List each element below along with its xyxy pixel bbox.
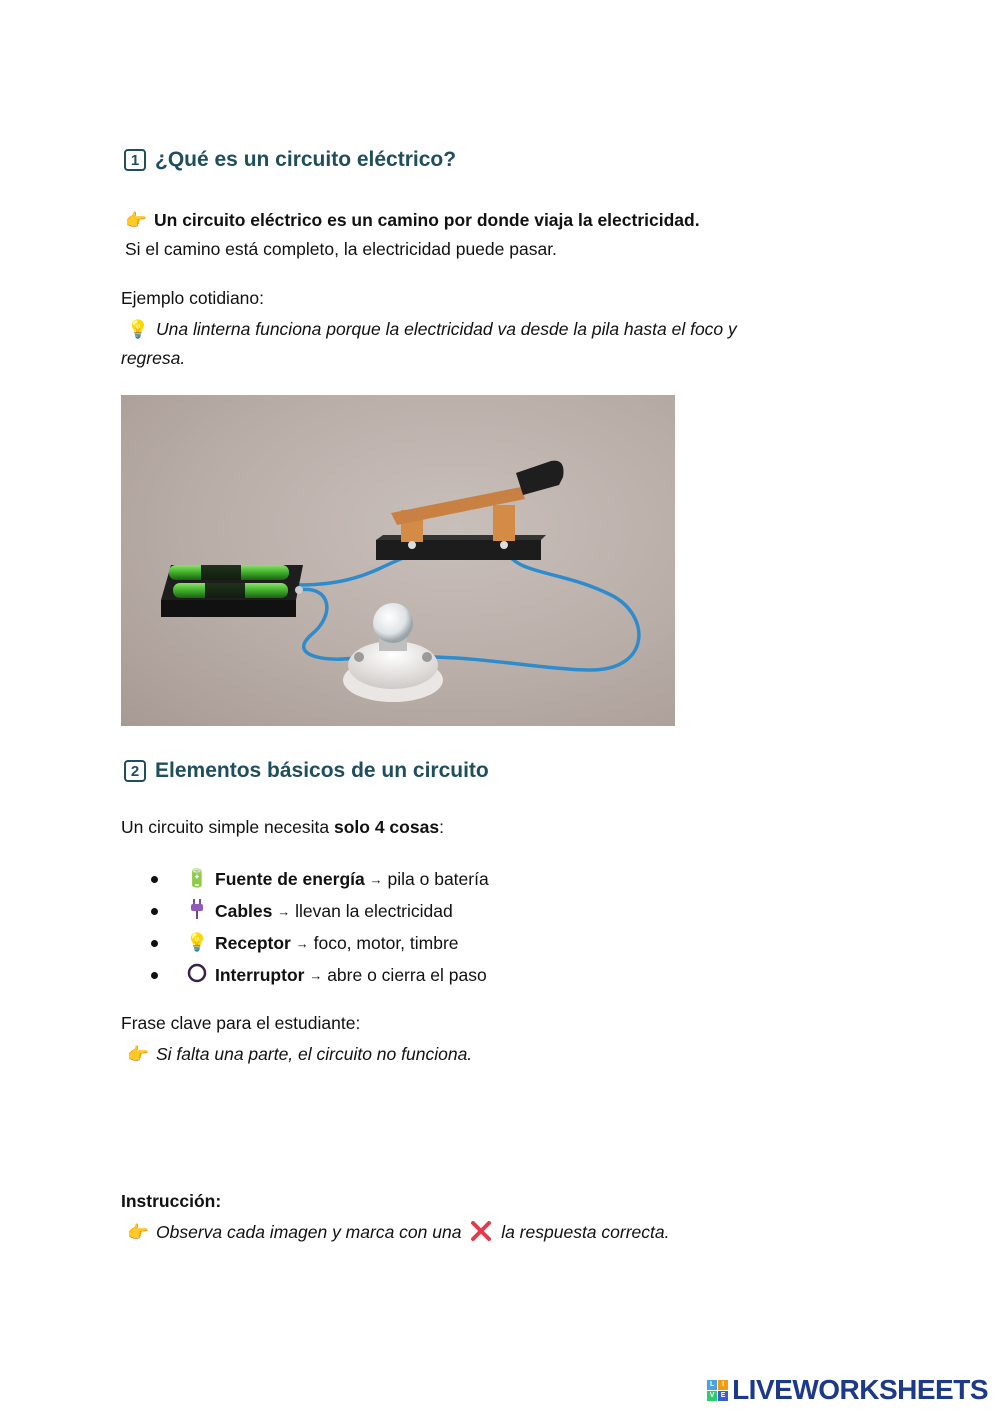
liveworksheets-logo — [707, 1374, 988, 1406]
pointing-hand-icon: 👉 — [127, 1045, 149, 1065]
definition-detail: Si el camino está completo, la electricidad puede pasar. — [125, 239, 557, 259]
item-desc: abre o cierra el paso — [327, 964, 487, 985]
list-item — [185, 927, 489, 959]
bullet-point — [151, 972, 158, 979]
logo-mark — [707, 1380, 728, 1401]
item-name: Interruptor — [215, 964, 305, 985]
wires — [299, 550, 639, 670]
item-desc: llevan la electricidad — [295, 900, 453, 921]
light-bulb-icon: 💡 — [127, 320, 149, 340]
arrow: → — [295, 935, 309, 951]
arrow: → — [309, 967, 323, 983]
intro-bold: solo 4 cosas — [334, 817, 440, 837]
section-2-title: Elementos básicos de un circuito — [155, 759, 489, 782]
pointing-hand-icon: 👉 — [125, 211, 147, 231]
intro-suffix: : — [439, 817, 444, 837]
example-text-line2: regresa. — [121, 348, 186, 368]
plug-icon — [185, 899, 209, 924]
bulb — [343, 603, 443, 702]
section-number-badge: 2 — [124, 760, 146, 782]
elements-list — [185, 863, 489, 991]
example-text: Una linterna funciona porque la electricidad va desde la pila hasta el foco y — [156, 319, 737, 339]
logo-letter: E — [718, 1391, 728, 1401]
instruction-label: Instrucción: — [121, 1191, 222, 1211]
battery-holder — [161, 565, 303, 617]
section-2-heading — [124, 759, 489, 783]
item-name: Fuente de energía — [215, 868, 365, 889]
item-desc: foco, motor, timbre — [313, 932, 459, 953]
instruction-text-after: la respuesta correcta. — [501, 1222, 670, 1242]
intro-prefix: Un circuito simple necesita — [121, 817, 334, 837]
example-text-line1 — [126, 315, 737, 345]
logo-letter: L — [707, 1380, 717, 1390]
logo-letter: V — [707, 1391, 717, 1401]
key-phrase: Si falta una parte, el circuito no funciona. — [156, 1044, 473, 1064]
definition-bold: Un circuito eléctrico es un camino por donde viaja la electricidad. — [154, 210, 700, 230]
bullet-point — [151, 908, 158, 915]
section-1-title: ¿Qué es un circuito eléctrico? — [155, 148, 457, 171]
section-number-badge: 1 — [124, 149, 146, 171]
list-item — [185, 863, 489, 895]
bullet-point — [151, 940, 158, 947]
key-phrase-line — [126, 1040, 472, 1070]
logo-text: LIVEWORKSHEETS — [732, 1374, 988, 1405]
pointing-hand-icon: 👉 — [127, 1223, 149, 1243]
bullet-point — [151, 876, 158, 883]
key-phrase-label: Frase clave para el estudiante: — [121, 1013, 361, 1033]
section-1-heading — [124, 148, 456, 172]
circuit-illustration — [121, 395, 675, 726]
instruction-text-before: Observa cada imagen y marca con una — [156, 1222, 462, 1242]
section-2-intro — [121, 813, 444, 842]
list-item — [185, 895, 489, 927]
cross-mark-icon — [470, 1221, 492, 1250]
circle-icon — [185, 963, 209, 988]
logo-letter: I — [718, 1380, 728, 1390]
circuit-photo — [121, 395, 675, 726]
arrow: → — [277, 903, 291, 919]
definition-line — [124, 206, 700, 236]
item-name: Receptor — [215, 932, 291, 953]
arrow: → — [369, 871, 383, 887]
item-desc: pila o batería — [387, 868, 489, 889]
switch — [376, 461, 564, 560]
example-label: Ejemplo cotidiano: — [121, 288, 264, 308]
item-name: Cables — [215, 900, 273, 921]
battery-icon: 🔋 — [186, 869, 208, 889]
light-bulb-icon: 💡 — [186, 933, 208, 953]
instruction-line — [126, 1218, 669, 1250]
list-item — [185, 959, 489, 991]
